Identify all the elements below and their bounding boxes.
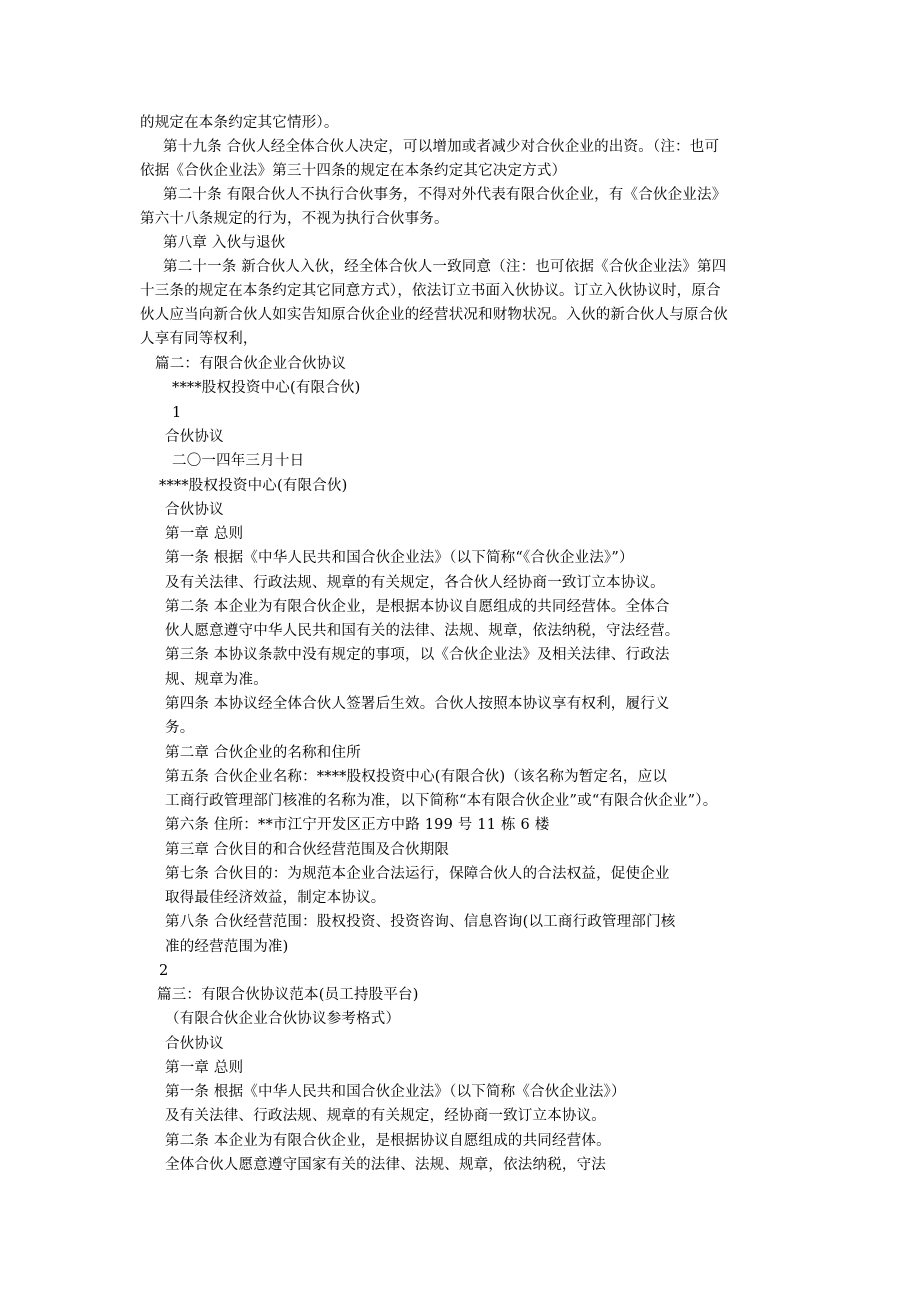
text-line: 务。 <box>165 720 195 736</box>
text-line: 及有关法律、行政法规、规章的有关规定，经协商一致订立本协议。 <box>165 1108 606 1124</box>
text-line: 全体合伙人愿意遵守国家有关的法律、法规、规章，依法纳税，守法 <box>165 1157 606 1173</box>
text-line: 第二条 本企业为有限合伙企业，是根据协议自愿组成的共同经营体。 <box>165 1133 611 1149</box>
page-number: 1 <box>172 405 182 421</box>
text-line: 规、规章为准。 <box>165 672 268 688</box>
text-line: 第四条 本协议经全体合伙人签署后生效。合伙人按照本协议享有权利，履行义 <box>165 696 670 712</box>
text-line: 第二条 本企业为有限合伙企业，是根据本协议自愿组成的共同经营体。全体合 <box>165 599 670 615</box>
text-line: ****股权投资中心(有限合伙) <box>172 380 361 396</box>
text-line: 第八条 合伙经营范围：股权投资、投资咨询、信息咨询(以工商行政管理部门核 <box>165 914 676 930</box>
section-heading: 第一章 总则 <box>165 526 244 542</box>
section-heading: 第三章 合伙目的和合伙经营范围及合伙期限 <box>165 842 450 858</box>
section-heading: 第二章 合伙企业的名称和住所 <box>165 745 361 761</box>
text-line: 十三条的规定在本条约定其它同意方式），依法订立书面入伙协议。订立入伙协议时，原合 <box>140 283 721 299</box>
part-heading: 篇二：有限合伙企业合伙协议 <box>155 356 347 372</box>
text-line: 第一条 根据《中华人民共和国合伙企业法》（以下简称《合伙企业法》） <box>165 1084 626 1100</box>
text-line: 合伙协议 <box>165 1036 224 1052</box>
text-line: 及有关法律、行政法规、规章的有关规定，各合伙人经协商一致订立本协议。 <box>165 575 665 591</box>
section-heading: 第八章 入伙与退伙 <box>163 235 286 251</box>
text-line: 伙人应当向新合伙人如实告知原合伙企业的经营状况和财物状况。入伙的新合伙人与原合伙 <box>140 307 728 323</box>
text-line: 第二十条 有限合伙人不执行合伙事务，不得对外代表有限合伙企业，有《合伙企业法》 <box>163 187 727 203</box>
text-line: 第二十一条 新合伙人入伙，经全体合伙人一致同意（注：也可依据《合伙企业法》第四 <box>163 259 727 275</box>
text-line: 的规定在本条约定其它情形）。 <box>140 115 339 131</box>
page-number: 2 <box>159 963 169 979</box>
text-line: 第六条 住所：**市江宁开发区正方中路 199 号 11 栋 6 楼 <box>165 817 550 833</box>
text-line: 依据《合伙企业法》第三十四条的规定在本条约定其它决定方式） <box>140 163 567 179</box>
text-line: 合伙协议 <box>165 429 224 445</box>
text-line: 人享有同等权利， <box>140 331 258 347</box>
section-heading: 第一章 总则 <box>165 1060 244 1076</box>
text-line: 合伙协议 <box>165 502 224 518</box>
text-line: 工商行政管理部门核准的名称为准，以下简称“本有限合伙企业”或“有限合伙企业”）。 <box>165 793 718 809</box>
text-line: 准的经营范围为准) <box>165 939 289 955</box>
text-line: ****股权投资中心(有限合伙) <box>159 478 348 494</box>
text-line: 二〇一四年三月十日 <box>172 453 305 469</box>
text-line: 第一条 根据《中华人民共和国合伙企业法》（以下简称“《合伙企业法》”） <box>165 550 634 566</box>
text-line: 第五条 合伙企业名称：****股权投资中心(有限合伙)（该名称为暂定名，应以 <box>165 769 668 785</box>
text-line: 取得最佳经济效益，制定本协议。 <box>165 890 386 906</box>
text-line: 第十九条 合伙人经全体合伙人决定，可以增加或者减少对合伙企业的出资。（注：也可 <box>163 139 720 155</box>
text-line: 第七条 合伙目的：为规范本企业合法运行，保障合伙人的合法权益，促使企业 <box>165 866 670 882</box>
text-line: （有限合伙企业合伙协议参考格式） <box>165 1011 401 1027</box>
part-heading: 篇三：有限合伙协议范本(员工持股平台) <box>157 987 419 1003</box>
text-line: 第三条 本协议条款中没有规定的事项，以《合伙企业法》及相关法律、行政法 <box>165 647 670 663</box>
text-line: 第六十八条规定的行为，不视为执行合伙事务。 <box>140 211 449 227</box>
text-line: 伙人愿意遵守中华人民共和国有关的法律、法规、规章，依法纳税，守法经营。 <box>165 623 680 639</box>
